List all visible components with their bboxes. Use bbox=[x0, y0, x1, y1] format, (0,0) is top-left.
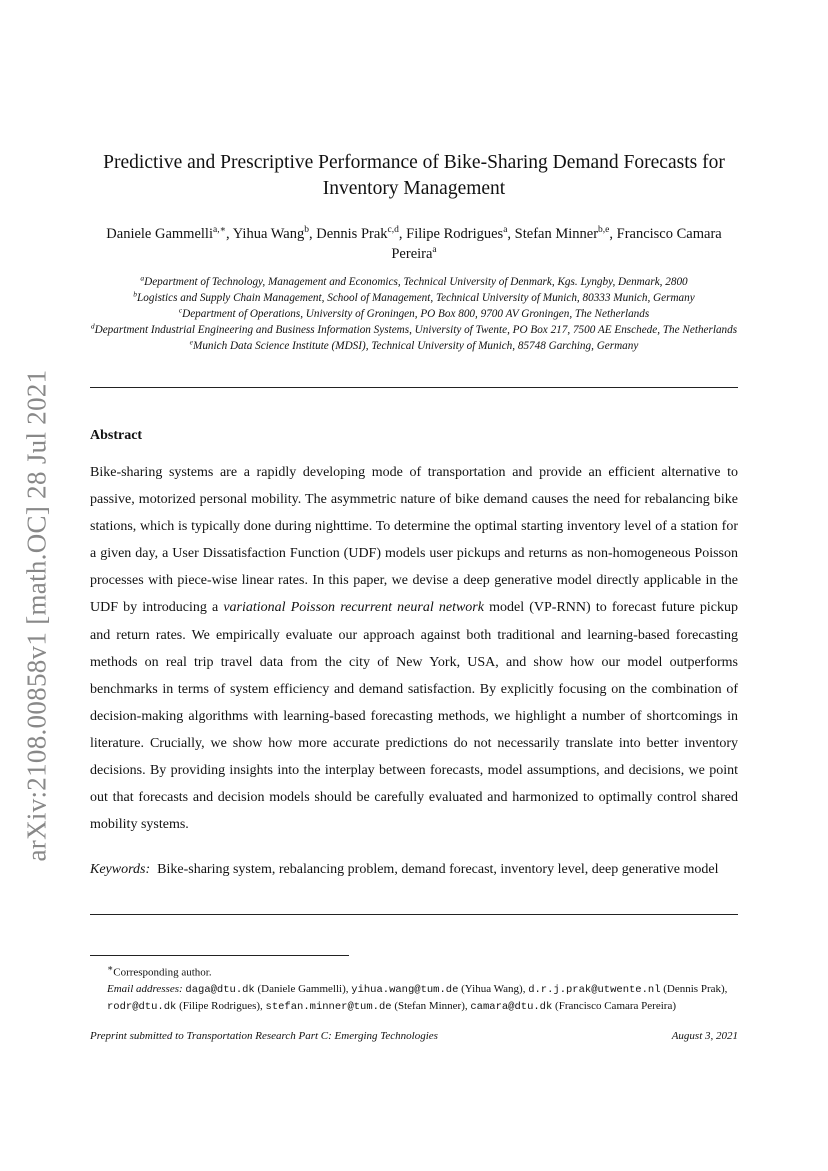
affiliation-sup: c bbox=[178, 305, 183, 315]
affiliation-item bbox=[85, 322, 743, 338]
abstract-top-rule bbox=[90, 387, 738, 388]
affiliation-text: Department Industrial Engineering and Business Information Systems, University of Twente, PO Box 217, 7500 AE Enschede, The Netherlands bbox=[94, 324, 738, 336]
author-sup: b,e bbox=[598, 225, 610, 236]
footnote-mark: ∗ bbox=[107, 963, 114, 973]
email-owner: (Yihua Wang) bbox=[461, 982, 523, 995]
affiliation-item bbox=[85, 306, 743, 322]
author-name: Filipe Rodrigues bbox=[406, 226, 504, 242]
author-list: Daniele Gammelli$^{a,∗}$, Yihua Wang$^b$, Dennis Prak$^{c,d}$, Filipe Rodrigues$^a$, Stefan Minner$^{b,e}$, Francisco Camara Pereira$^a$ bbox=[106, 225, 722, 262]
email-link[interactable]: yihua.wang@tum.de bbox=[351, 983, 459, 996]
email-link[interactable]: stefan.minner@tum.de bbox=[265, 1000, 392, 1013]
footer-date: August 3, 2021 bbox=[671, 1030, 738, 1042]
affiliation-text: Department of Operations, University of Groningen, PO Box 800, 9700 AV Groningen, The Netherlands bbox=[182, 308, 650, 320]
author-name: Stefan Minner bbox=[514, 226, 599, 242]
author-sup: a bbox=[503, 225, 508, 236]
keywords-label: Keywords: bbox=[90, 862, 151, 877]
email-owner: (Daniele Gammelli) bbox=[257, 982, 346, 995]
affiliation-sup: e bbox=[189, 337, 193, 347]
abstract-bottom-rule bbox=[90, 914, 738, 915]
author-name: Dennis Prak bbox=[316, 226, 388, 242]
affiliation-text: Department of Technology, Management and Economics, Technical University of Denmark, Kgs. Lyngby, Denmark, 2800 bbox=[144, 276, 688, 288]
keywords-text: Bike-sharing system, rebalancing problem, demand forecast, inventory level, deep generative model bbox=[157, 862, 719, 877]
author-sup: a bbox=[432, 245, 437, 256]
affiliation-item bbox=[85, 274, 743, 290]
author-sup: b bbox=[304, 225, 309, 236]
arxiv-identifier: arXiv:2108.00858v1 [math.OC] 28 Jul 2021 bbox=[21, 369, 52, 861]
affiliation-list bbox=[85, 274, 743, 354]
page-footer bbox=[90, 1030, 738, 1042]
abstract-text-1: Bike-sharing systems are a rapidly developing mode of transportation and provide an efficient alternative to passive, motorized personal mobility. The asymmetric nature of bike demand causes the need for rebalancing bike stations, which is typically done during nighttime. To determine the optimal starting inventory level of a station for a given day, a User Dissatisfaction Function (UDF) models user pickups and returns as non-homogeneous Poisson processes with piece-wise linear rates. In this paper, we devise a deep generative model directly applicable in the UDF by introducing a bbox=[90, 465, 738, 616]
email-label: Email addresses: bbox=[107, 982, 183, 995]
email-owner: (Dennis Prak) bbox=[663, 982, 725, 995]
title-line-2: Inventory Management bbox=[322, 178, 506, 199]
affiliation-sup: d bbox=[90, 321, 95, 331]
title-line-1: Predictive and Prescriptive Performance of Bike-Sharing Demand Forecasts for bbox=[103, 152, 725, 173]
abstract-emphasis: variational Poisson recurrent neural network bbox=[223, 600, 484, 616]
email-owner: (Filipe Rodrigues) bbox=[179, 999, 261, 1012]
email-link[interactable]: camara@dtu.dk bbox=[470, 1000, 553, 1013]
email-addresses: Email addresses: daga@dtu.dk (Daniele Gammelli), yihua.wang@tum.de (Yihua Wang), d.r.j.prak@utwente.nl (Dennis Prak), rodr@dtu.dk (Filipe Rodrigues), stefan.minner@tum.de (Stefan Minner), camara@dtu.dk (Francisco Camara Pereira) bbox=[107, 982, 728, 1013]
author-name: Daniele Gammelli bbox=[106, 226, 213, 242]
email-link[interactable]: d.r.j.prak@utwente.nl bbox=[528, 983, 661, 996]
affiliation-item bbox=[85, 290, 743, 306]
email-link[interactable]: daga@dtu.dk bbox=[185, 983, 255, 996]
corresponding-text: Corresponding author. bbox=[113, 966, 212, 979]
email-link[interactable]: rodr@dtu.dk bbox=[107, 1000, 177, 1013]
author-name: Francisco Camara Pereira bbox=[391, 226, 722, 262]
author-sup: a,∗ bbox=[212, 225, 227, 236]
affiliation-sup: a bbox=[140, 273, 145, 283]
affiliation-sup: b bbox=[133, 289, 138, 299]
paper-title bbox=[90, 150, 738, 202]
affiliation-text: Munich Data Science Institute (MDSI), Technical University of Munich, 85748 Garching, Germany bbox=[193, 340, 639, 352]
arxiv-sidebar bbox=[12, 355, 62, 875]
email-owner: (Stefan Minner) bbox=[394, 999, 465, 1012]
footnote bbox=[90, 960, 738, 1015]
abstract-body bbox=[90, 459, 738, 838]
keywords bbox=[90, 856, 738, 883]
abstract-heading: Abstract bbox=[90, 428, 143, 443]
corresponding-note bbox=[90, 960, 738, 981]
author-name: Yihua Wang bbox=[232, 226, 305, 242]
abstract-text-2: model (VP-RNN) to forecast future pickup and return rates. We empirically evaluate our approach against both traditional and learning-based forecasting methods on real trip travel data from the city of New York, USA, and show how our model outperforms benchmarks in terms of system efficiency and demand satisfaction. By explicitly focusing on the combination of decision-making algorithms with learning-based forecasting methods, we highlight a number of shortcomings in literature. Crucially, we show how more accurate predictions do not necessarily translate into better inventory decisions. By providing insights into the interplay between forecasts, model assumptions, and decisions, we point out that forecasts and decision models should be carefully evaluated and harmonized to optimally control shared mobility systems. bbox=[90, 600, 738, 833]
footnote-rule bbox=[90, 955, 349, 956]
affiliation-text: Logistics and Supply Chain Management, School of Management, Technical University of Munich, 80333 Munich, Germany bbox=[137, 292, 695, 304]
email-owner: (Francisco Camara Pereira) bbox=[555, 999, 676, 1012]
author-sup: c,d bbox=[387, 225, 399, 236]
affiliation-item bbox=[85, 338, 743, 354]
preprint-note: Preprint submitted to Transportation Research Part C: Emerging Technologies bbox=[90, 1030, 438, 1042]
